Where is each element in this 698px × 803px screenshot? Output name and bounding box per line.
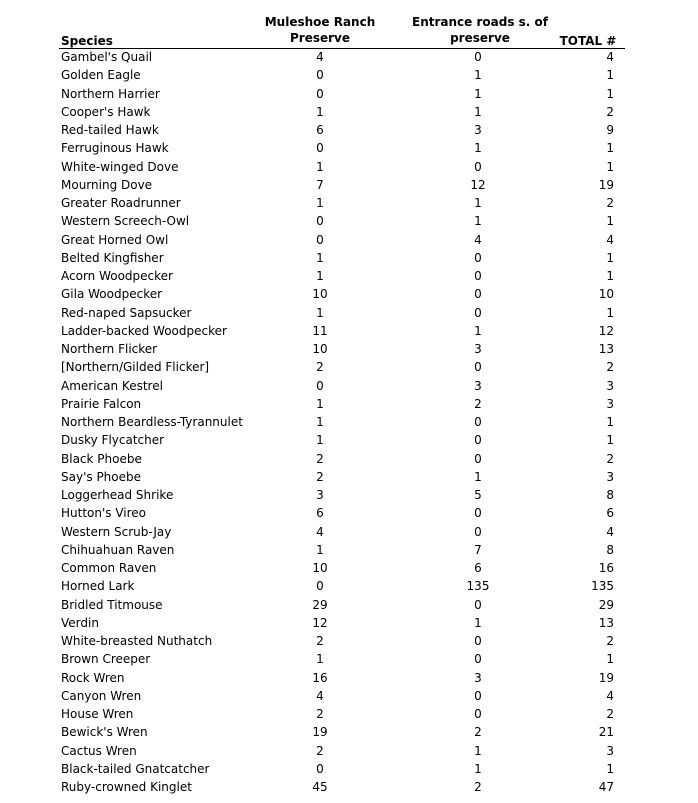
total-count-cell: 12 [598, 323, 614, 338]
ranch-count-cell: 10 [312, 561, 328, 575]
ranch-count-cell: 1 [316, 104, 324, 119]
roads-count-cell: 2 [474, 780, 482, 794]
roads-count-cell: 135 [466, 579, 490, 594]
ranch-count-cell: 0 [316, 579, 324, 594]
table-row [0, 614, 698, 632]
roads-count-cell: 1 [474, 68, 482, 83]
species-cell: Belted Kingfisher [61, 250, 164, 265]
species-cell: Golden Eagle [61, 68, 141, 83]
species-cell: Ferruginous Hawk [61, 141, 169, 156]
species-cell: Rock Wren [61, 670, 125, 685]
table-row [0, 705, 698, 723]
ranch-count-cell: 2 [316, 707, 324, 721]
table-row [0, 231, 698, 249]
roads-count-cell: 0 [474, 524, 482, 539]
ranch-count-cell: 1 [316, 396, 324, 411]
species-cell: Hutton's Vireo [61, 506, 147, 521]
roads-count-cell: 0 [474, 250, 482, 265]
species-cell: Western Scrub-Jay [61, 524, 172, 539]
total-count-cell: 1 [606, 652, 614, 667]
total-count-cell: 29 [598, 597, 614, 612]
ranch-count-cell: 4 [316, 688, 324, 703]
header-species: Species [61, 34, 113, 48]
roads-count-cell: 1 [474, 141, 482, 156]
header-total: TOTAL # [559, 34, 617, 48]
ranch-count-cell: 1 [316, 415, 324, 429]
species-cell: Bridled Titmouse [61, 597, 163, 612]
total-count-cell: 21 [598, 725, 614, 740]
table-row [0, 176, 698, 194]
roads-count-cell: 4 [474, 232, 482, 247]
species-cell: Mourning Dove [61, 177, 153, 192]
ranch-count-cell: 0 [316, 141, 324, 156]
ranch-count-cell: 45 [312, 780, 328, 794]
roads-count-cell: 0 [474, 652, 482, 667]
table-row [0, 760, 698, 778]
total-count-cell: 1 [606, 214, 614, 229]
table-row [0, 158, 698, 176]
species-cell: Dusky Flycatcher [61, 433, 165, 448]
total-count-cell: 2 [606, 360, 614, 375]
total-count-cell: 1 [606, 86, 614, 101]
ranch-count-cell: 10 [312, 287, 328, 302]
total-count-cell: 4 [606, 50, 614, 64]
roads-count-cell: 0 [474, 634, 482, 648]
ranch-count-cell: 1 [316, 652, 324, 667]
table-row [0, 504, 698, 522]
total-count-cell: 2 [606, 707, 614, 721]
total-count-cell: 4 [606, 688, 614, 703]
table-row [0, 85, 698, 103]
table-row [0, 486, 698, 504]
table-row [0, 778, 698, 796]
table-row [0, 577, 698, 595]
ranch-count-cell: 0 [316, 68, 324, 83]
table-row [0, 723, 698, 741]
table-row [0, 523, 698, 541]
table-row [0, 669, 698, 687]
table-row [0, 322, 698, 340]
roads-count-cell: 3 [474, 123, 482, 137]
ranch-count-cell: 6 [316, 123, 324, 137]
ranch-count-cell: 0 [316, 761, 324, 776]
ranch-count-cell: 29 [312, 597, 328, 612]
total-count-cell: 1 [606, 250, 614, 265]
roads-count-cell: 1 [474, 743, 482, 758]
ranch-count-cell: 4 [316, 50, 324, 64]
table-row [0, 249, 698, 267]
total-count-cell: 1 [606, 159, 614, 174]
table-row [0, 650, 698, 668]
total-count-cell: 10 [598, 287, 614, 302]
species-cell: American Kestrel [61, 378, 163, 393]
roads-count-cell: 0 [474, 50, 482, 64]
ranch-count-cell: 2 [316, 743, 324, 758]
table-row [0, 395, 698, 413]
total-count-cell: 13 [598, 342, 614, 356]
species-cell: Cooper's Hawk [61, 104, 151, 119]
total-count-cell: 2 [606, 451, 614, 466]
table-row [0, 212, 698, 230]
ranch-count-cell: 1 [316, 196, 324, 210]
ranch-count-cell: 2 [316, 469, 324, 484]
species-cell: Gila Woodpecker [61, 287, 163, 302]
ranch-count-cell: 2 [316, 634, 324, 648]
roads-count-cell: 1 [474, 615, 482, 630]
roads-count-cell: 2 [474, 725, 482, 740]
table-row [0, 377, 698, 395]
total-count-cell: 19 [598, 177, 614, 192]
total-count-cell: 1 [606, 305, 614, 320]
species-cell: Northern Harrier [61, 86, 160, 101]
table-row [0, 431, 698, 449]
total-count-cell: 4 [606, 524, 614, 539]
species-cell: Cactus Wren [61, 743, 137, 758]
table-row [0, 139, 698, 157]
roads-count-cell: 0 [474, 269, 482, 283]
roads-count-cell: 5 [474, 488, 482, 502]
roads-count-cell: 0 [474, 688, 482, 703]
total-count-cell: 2 [606, 104, 614, 119]
species-cell: Red-tailed Hawk [61, 123, 159, 137]
table-row [0, 121, 698, 139]
species-cell: White-breasted Nuthatch [61, 634, 213, 648]
table-row [0, 340, 698, 358]
roads-count-cell: 1 [474, 761, 482, 776]
species-cell: Greater Roadrunner [61, 196, 181, 210]
roads-count-cell: 3 [474, 378, 482, 393]
table-row [0, 468, 698, 486]
total-count-cell: 16 [598, 561, 614, 575]
total-count-cell: 8 [606, 542, 614, 557]
ranch-count-cell: 10 [312, 342, 328, 356]
table-row [0, 194, 698, 212]
ranch-count-cell: 0 [316, 378, 324, 393]
roads-count-cell: 1 [474, 196, 482, 210]
ranch-count-cell: 1 [316, 250, 324, 265]
species-cell: Horned Lark [61, 579, 135, 594]
total-count-cell: 1 [606, 269, 614, 283]
species-cell: Black-tailed Gnatcatcher [61, 761, 210, 776]
species-cell: Northern Beardless-Tyrannulet [61, 415, 243, 429]
roads-count-cell: 0 [474, 305, 482, 320]
species-cell: Common Raven [61, 561, 157, 575]
ranch-count-cell: 1 [316, 305, 324, 320]
total-count-cell: 13 [598, 615, 614, 630]
total-count-cell: 3 [606, 378, 614, 393]
ranch-count-cell: 1 [316, 269, 324, 283]
total-count-cell: 9 [606, 123, 614, 137]
total-count-cell: 1 [606, 141, 614, 156]
total-count-cell: 3 [606, 396, 614, 411]
ranch-count-cell: 0 [316, 214, 324, 229]
roads-count-cell: 1 [474, 104, 482, 119]
species-cell: Black Phoebe [61, 451, 142, 466]
roads-count-cell: 0 [474, 506, 482, 521]
roads-count-cell: 0 [474, 415, 482, 429]
species-cell: Western Screech-Owl [61, 214, 190, 229]
total-count-cell: 4 [606, 232, 614, 247]
table-row [0, 285, 698, 303]
species-cell: Northern Flicker [61, 342, 158, 356]
roads-count-cell: 7 [474, 542, 482, 557]
species-cell: Say's Phoebe [61, 469, 142, 484]
species-cell: Gambel's Quail [61, 50, 153, 64]
roads-count-cell: 12 [470, 177, 486, 192]
ranch-count-cell: 3 [316, 488, 324, 502]
ranch-count-cell: 2 [316, 451, 324, 466]
total-count-cell: 1 [606, 68, 614, 83]
total-count-cell: 19 [598, 670, 614, 685]
roads-count-cell: 0 [474, 451, 482, 466]
roads-count-cell: 1 [474, 86, 482, 101]
species-cell: Ladder-backed Woodpecker [61, 323, 227, 338]
roads-count-cell: 0 [474, 433, 482, 448]
species-cell: House Wren [61, 707, 134, 721]
ranch-count-cell: 11 [312, 323, 328, 338]
roads-count-cell: 6 [474, 561, 482, 575]
roads-count-cell: 1 [474, 214, 482, 229]
roads-count-cell: 3 [474, 342, 482, 356]
table-row [0, 358, 698, 376]
table-row [0, 596, 698, 614]
species-cell: Acorn Woodpecker [61, 269, 173, 283]
ranch-count-cell: 16 [312, 670, 328, 685]
species-cell: Chihuahuan Raven [61, 542, 175, 557]
ranch-count-cell: 0 [316, 86, 324, 101]
species-cell: Bewick's Wren [61, 725, 148, 740]
table-row [0, 66, 698, 84]
species-cell: Red-naped Sapsucker [61, 305, 192, 320]
total-count-cell: 3 [606, 469, 614, 484]
ranch-count-cell: 1 [316, 159, 324, 174]
species-cell: Loggerhead Shrike [61, 488, 174, 502]
table-row [0, 267, 698, 285]
total-count-cell: 1 [606, 415, 614, 429]
species-cell: Brown Creeper [61, 652, 151, 667]
species-cell: Prairie Falcon [61, 396, 142, 411]
ranch-count-cell: 1 [316, 433, 324, 448]
ranch-count-cell: 19 [312, 725, 328, 740]
ranch-count-cell: 4 [316, 524, 324, 539]
species-cell: Ruby-crowned Kinglet [61, 780, 192, 794]
table-row [0, 541, 698, 559]
species-cell: Verdin [61, 615, 99, 630]
total-count-cell: 2 [606, 196, 614, 210]
table-row [0, 632, 698, 650]
table-row [0, 450, 698, 468]
roads-count-cell: 2 [474, 396, 482, 411]
total-count-cell: 6 [606, 506, 614, 521]
ranch-count-cell: 7 [316, 177, 324, 192]
roads-count-cell: 0 [474, 159, 482, 174]
ranch-count-cell: 6 [316, 506, 324, 521]
total-count-cell: 47 [598, 780, 614, 794]
total-count-cell: 1 [606, 433, 614, 448]
ranch-count-cell: 2 [316, 360, 324, 375]
species-cell: Canyon Wren [61, 688, 142, 703]
total-count-cell: 2 [606, 634, 614, 648]
table-row [0, 304, 698, 322]
total-count-cell: 1 [606, 761, 614, 776]
table-row [0, 687, 698, 705]
table-row [0, 742, 698, 760]
total-count-cell: 3 [606, 743, 614, 758]
ranch-count-cell: 1 [316, 542, 324, 557]
roads-count-cell: 0 [474, 287, 482, 302]
roads-count-cell: 1 [474, 469, 482, 484]
header-muleshoe-ranch: Muleshoe Ranch Preserve [264, 15, 376, 45]
ranch-count-cell: 0 [316, 232, 324, 247]
roads-count-cell: 3 [474, 670, 482, 685]
table-row [0, 559, 698, 577]
roads-count-cell: 0 [474, 360, 482, 375]
ranch-count-cell: 12 [312, 615, 328, 630]
roads-count-cell: 0 [474, 707, 482, 721]
table-row [0, 103, 698, 121]
roads-count-cell: 1 [474, 323, 482, 338]
species-cell: White-winged Dove [61, 159, 179, 174]
total-count-cell: 135 [591, 579, 614, 594]
header-entrance-roads: Entrance roads s. of preserve [412, 15, 548, 45]
table-row [0, 48, 698, 66]
total-count-cell: 8 [606, 488, 614, 502]
roads-count-cell: 0 [474, 597, 482, 612]
species-cell: [Northern/Gilded Flicker] [61, 360, 210, 375]
species-cell: Great Horned Owl [61, 232, 169, 247]
table-row [0, 413, 698, 431]
